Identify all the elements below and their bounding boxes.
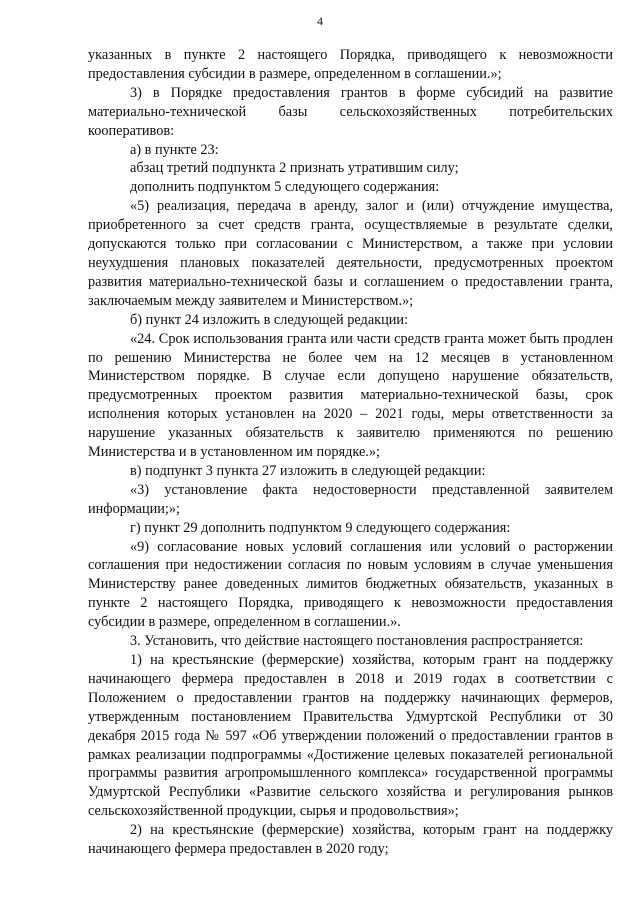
paragraph-11: г) пункт 29 дополнить подпунктом 9 следующего содержания: — [130, 519, 511, 536]
paragraph-15: 2) на крестьянские (фермерские) хозяйства, которым грант на поддержку начинающего фермера предоставлен в 2020 году; — [88, 822, 613, 858]
paragraph-14: 1) на крестьянские (фермерские) хозяйства, которым грант на поддержку начинающего фермера предоставлен в 2018 и 2019 годах в соответствии с Положением о предоставлении грантов на поддержку начинающих фермеров, утвержденным постановлением Правительства Удмуртской Республики от 30 декабря 2015 года № 597 «Об утверждении положений о предоставлении грантов в рамках реализации подпрограммы «Достижение целевых показателей региональной программы развития агропромышленного комплекса» государственной программы Удмуртской Республики «Развитие сельского хозяйства и регулирования рынков сельскохозяйственной продукции, сырья и продовольствия»; — [88, 652, 613, 820]
paragraph-7: б) пункт 24 изложить в следующей редакции: — [130, 311, 409, 328]
paragraph-8: «24. Срок использования гранта или части средств гранта может быть продлен по решению Министерства не более чем на 12 месяцев в установленном Министерством порядке. В случае если допущено нарушение обязательств, предусмотренных проектом развития материально-технической базы, срок исполнения которых установлен на 2020 – 2021 годы, меры ответственности за нарушение указанных обязательств к заявителю применяются по решению Министерства и в установленном им порядке.»; — [88, 330, 613, 461]
paragraph-6: «5) реализация, передача в аренду, залог и (или) отчуждение имущества, приобретенного за счет средств гранта, осуществляемые в результате сделки, допускаются только при согласовании с Министерством, а также при условии неухудшения плановых показателей деятельности, предусмотренных проектом развития материально-технической базы и соглашением о предоставлении гранта, заключаемым между заявителем и Министерством.»; — [88, 198, 613, 309]
paragraph-10: «3) установление факта недостоверности представленной заявителем информации;»; — [88, 481, 613, 517]
paragraph-9: в) подпункт 3 пункта 27 изложить в следующей редакции: — [130, 462, 486, 479]
paragraph-12: «9) согласование новых условий соглашения или условий о расторжении соглашения при недостижении согласия по новым условиям в случае уменьшения Министерству ранее доведенных лимитов бюджетных обязательств, указанных в пункте 2 настоящего Порядка, приводящего к невозможности предоставления субсидии в размере, определенном в соглашении.». — [88, 538, 613, 631]
document-body — [88, 46, 613, 859]
page-number: 4 — [317, 14, 323, 28]
paragraph-13: 3. Установить, что действие настоящего постановления распространяется: — [130, 633, 584, 650]
paragraph-1: указанных в пункте 2 настоящего Порядка, приводящего к невозможности предоставления субсидии в размере, определенном в соглашении.»; — [88, 47, 613, 82]
paragraph-5: дополнить подпунктом 5 следующего содержания: — [130, 179, 440, 196]
paragraph-4: абзац третий подпункта 2 признать утратившим силу; — [130, 160, 459, 177]
paragraph-3: а) в пункте 23: — [130, 141, 219, 158]
paragraph-2: 3) в Порядке предоставления грантов в форме субсидий на развитие материально-технической базы сельскохозяйственных потребительских кооперативов: — [88, 84, 613, 139]
